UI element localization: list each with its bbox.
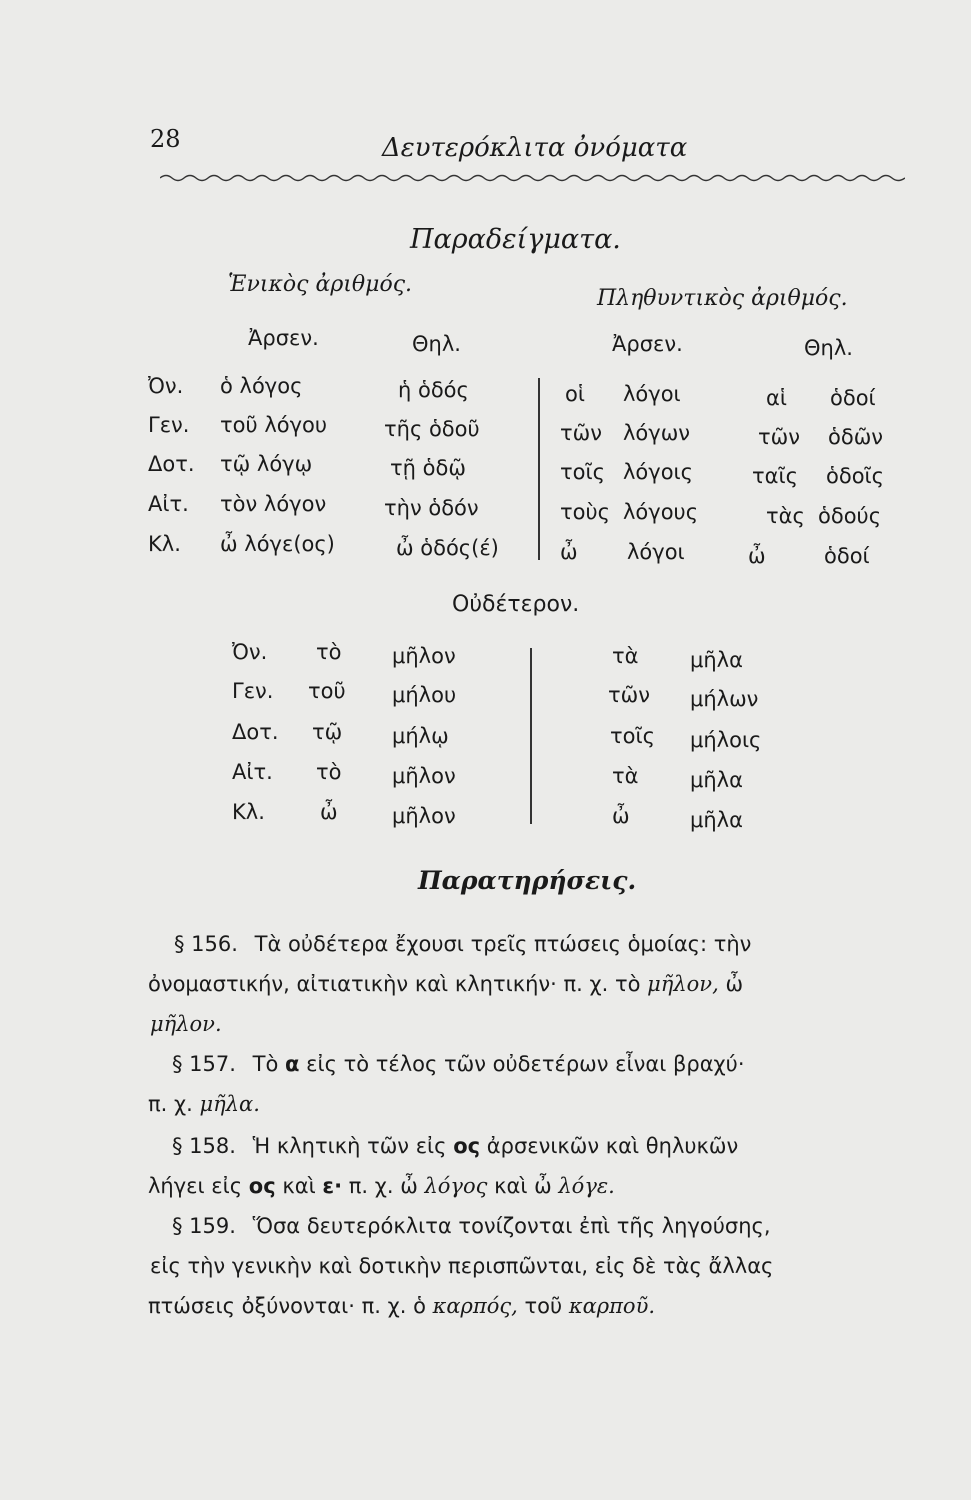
sg-fem: ὦ ὁδός(έ) [396,536,499,560]
plural-heading: Πληθυντικὸς ἀριθμός. [597,286,848,311]
case-label: Γεν. [232,679,274,703]
case-label: Αἰτ. [232,760,273,784]
pl-fem: ὁδοί [824,544,870,568]
bold-ending: ος [453,1134,481,1158]
pl-masc: λόγους [623,500,699,524]
sg-masc: τὸν λόγον [220,492,327,516]
paragraph-text: λήγει εἰς [148,1174,243,1198]
bold-ending: ε· [322,1174,343,1198]
pl-masc-article: οἱ [565,382,585,406]
paragraph-text: καὶ ὦ [494,1174,552,1198]
case-label: Κλ. [232,800,265,824]
sg-form: μῆλον [392,804,456,828]
paragraph-text: Τὰ οὐδέτερα ἔχουσι τρεῖς πτώσεις ὁμοίας: τὴν [254,932,752,956]
paragraph-text: π. χ. ὦ [348,1174,418,1198]
paragraph-text: ὦ [725,972,744,996]
section-title: Παραδείγματα. [410,224,621,255]
paragraph-text: Ὅσα δευτερόκλιτα τονίζονται ἐπὶ τῆς ληγούσης, [252,1214,771,1238]
sg-article: ὦ [320,800,338,824]
pl-form: μῆλα [690,768,743,792]
table-divider [538,378,540,560]
page-number: 28 [150,125,181,153]
sg-article: τοῦ [308,679,346,703]
paragraph-text: Ἡ κλητικὴ τῶν εἰς [252,1134,447,1158]
example-word: λόγος [424,1174,488,1198]
case-label: Δοτ. [148,452,195,476]
sg-fem: τῇ ὁδῷ [390,456,466,480]
paragraph-text: ὀνομαστικήν, αἰτιατικὴν καὶ κλητικήν· π. χ. τὸ [148,972,641,996]
pl-form: μήλων [690,687,759,711]
section-number: § 157. [172,1052,236,1076]
pl-masc-article: τῶν [560,421,602,445]
sg-form: μήλῳ [392,724,449,748]
wavy-divider [160,172,905,182]
sg-article: τῷ [312,720,343,744]
pl-article: τὰ [612,644,639,668]
running-title: Δευτερόκλιτα ὀνόματα [382,133,688,163]
pl-masc-article: ὦ [560,540,578,564]
col-head-sg-fem: Θηλ. [412,332,461,356]
pl-masc-article: τοὺς [560,500,610,524]
section-number: § 159. [172,1214,236,1238]
sg-fem: τὴν ὁδόν [384,496,479,520]
pl-fem-article: τὰς [766,504,805,528]
col-head-pl-fem: Θηλ. [804,336,853,360]
sg-form: μῆλον [392,764,456,788]
pl-masc: λόγων [623,421,691,445]
pl-masc: λόγοι [623,382,681,406]
pl-fem: ὁδοῖς [826,464,884,488]
pl-article: ὦ [612,804,630,828]
bold-ending: ος [248,1174,276,1198]
sg-masc: ὁ λόγος [220,374,303,398]
case-label: Δοτ. [232,720,279,744]
pl-masc-article: τοῖς [560,460,605,484]
col-head-sg-masc: Ἀρσεν. [248,326,319,350]
bold-letter: α [285,1052,300,1076]
pl-form: μήλοις [690,728,762,752]
paragraph-text: τοῦ [524,1294,563,1318]
case-label: Κλ. [148,532,181,556]
col-head-pl-masc: Ἀρσεν. [612,332,683,356]
sg-fem: τῆς ὁδοῦ [384,417,480,441]
sg-form: μῆλον [392,644,456,668]
pl-fem-article: αἱ [766,386,787,410]
pl-fem: ὁδοί [830,386,876,410]
sg-masc: ὦ λόγε(ος) [220,532,335,556]
section-number: § 158. [172,1134,236,1158]
paragraph-text: καὶ [282,1174,316,1198]
pl-form: μῆλα [690,648,743,672]
pl-fem-article: ταῖς [752,464,798,488]
paragraph-text: εἰς τὴν γενικὴν καὶ δοτικὴν περισπῶνται, εἰς δὲ τὰς ἄλλας [150,1254,774,1278]
singular-heading: Ἑνικὸς ἀριθμός. [228,272,413,297]
sg-article: τὸ [316,760,342,784]
example-word: μῆλα. [199,1092,260,1116]
example-word: λόγε. [558,1174,615,1198]
neuter-heading: Οὐδέτερον. [452,592,580,617]
example-word: καρπός, [432,1294,518,1318]
neuter-table-divider [530,648,532,824]
observations-heading: Παρατηρήσεις. [418,866,637,895]
sg-masc: τοῦ λόγου [220,413,328,437]
sg-fem: ἡ ὁδός [398,378,469,402]
pl-fem-article: τῶν [758,425,800,449]
section-number: § 156. [174,932,238,956]
case-label: Γεν. [148,413,190,437]
pl-fem-article: ὦ [748,544,766,568]
example-word: μῆλον, [647,972,719,996]
case-label: Ὀν. [232,640,268,664]
pl-fem: ὁδούς [818,504,882,528]
paragraph-text: ἀρσενικῶν καὶ θηλυκῶν [486,1134,739,1158]
example-word: καρποῦ. [568,1294,656,1318]
sg-article: τὸ [316,640,342,664]
paragraph-text: Τὸ [252,1052,279,1076]
paragraph-text: εἰς τὸ τέλος τῶν οὐδετέρων εἶναι βραχύ· [306,1052,745,1076]
paragraph-text: πτώσεις ὀξύνονται· π. χ. ὁ [148,1294,426,1318]
sg-masc: τῷ λόγῳ [220,452,313,476]
pl-article: τὰ [612,764,639,788]
pl-fem: ὁδῶν [828,425,884,449]
pl-article: τοῖς [610,724,655,748]
case-label: Αἰτ. [148,492,189,516]
sg-form: μήλου [392,683,457,707]
example-word: μῆλον. [150,1012,222,1036]
paragraph-text: π. χ. [148,1092,193,1116]
pl-masc: λόγοι [627,540,685,564]
pl-form: μῆλα [690,808,743,832]
pl-article: τῶν [608,683,650,707]
case-label: Ὀν. [148,374,184,398]
pl-masc: λόγοις [623,460,693,484]
